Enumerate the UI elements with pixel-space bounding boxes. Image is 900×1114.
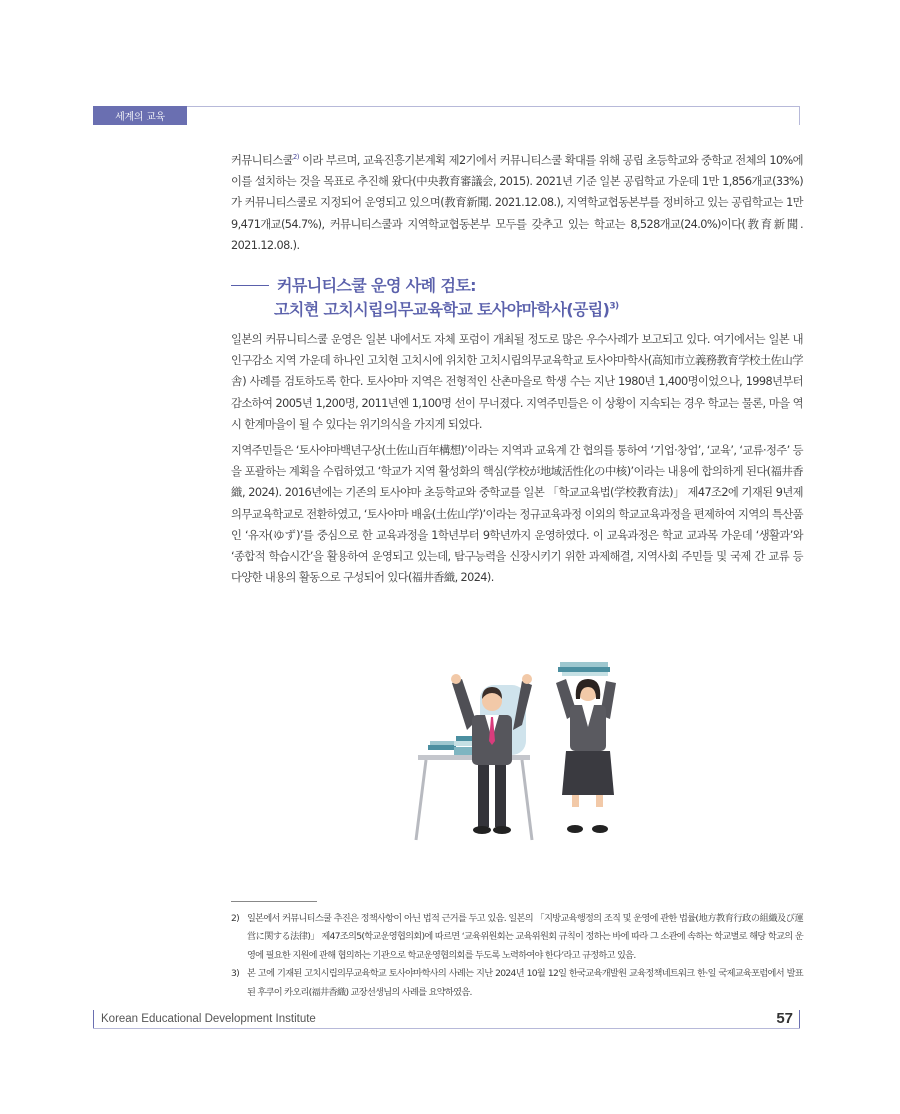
teachers-illustration — [410, 655, 650, 845]
footnote-text: 일본에서 커뮤니티스쿨 추진은 정책사항이 아닌 법적 근거를 두고 있음. 일본의 「지방교육행정의 조직 및 운영에 관한 법률(地方教育行政の組織及び運営に関する法律)」 제47조의5(학교운영협의회)에 따르면 ‘교육위원회는 교육위원회 규칙이 정하는 바에 따라 그 소관에 속하는 학교별로 해당 학교의 운영에 필요한 지원에 관해 협의하는 기관으로 학교운영협의회를 두도록 노력하여야 한다’라고 규정하고 있음. — [247, 913, 803, 961]
footnote-ref-3[interactable]: 3) — [609, 301, 619, 312]
footnote-3 — [231, 965, 803, 1002]
para2-text: 일본의 커뮤니티스쿨 운영은 일본 내에서도 자체 포럼이 개최될 정도로 많은 우수사례가 보고되고 있다. 여기에서는 일본 내 인구감소 지역 가운데 하나인 고치현 고치시에 위치한 고치시립의무교육학교 토사야마학사(高知市立義務教育学校土佐山学舎) 사례를 검토하도록 한다. 토사야마 지역은 전형적인 산촌마을로 학생 수는 지난 1980년 1,400명이었으나, 1998년부터 감소하여 2005년 1,200명, 2011년엔 1,100명 선이 무너졌다. 지역주민들은 이 상황이 지속되는 경우 학교는 물론, 마을 역시 한계마을이 될 수 있다는 위기의식을 가지게 되었다. — [231, 333, 803, 431]
body-paragraph-2 — [231, 329, 803, 435]
footer-institute: Korean Educational Development Institute — [101, 1013, 316, 1025]
page-number: 57 — [776, 1010, 793, 1027]
section-heading — [231, 274, 811, 322]
footnote-rule — [231, 901, 317, 902]
header-rule-end — [799, 106, 800, 125]
para1-rest: 이라 부르며, 교육진흥기본계획 제2기에서 커뮤니티스쿨 확대를 위해 공립 초등학교와 중학교 전체의 10%에 이를 설치하는 것을 목표로 추진해 왔다(中央教育審議会, 2015). 2021년 기준 일본 공립학교 가운데 1만 1,856개교(33%)가 커뮤니티스쿨로 지정되어 운영되고 있으며(教育新聞. 2021.12.08.), 지역학교협동본부를 정비하고 있는 공립학교는 1만 9,471개교(54.7%), 커뮤니티스쿨과 지역학교협동본부 모두를 갖추고 있는 학교는 8,528개교(24.0%)이다(教育新聞. 2021.12.08.). — [231, 154, 803, 252]
para1-start: 커뮤니티스쿨 — [231, 154, 293, 167]
footnote-2 — [231, 910, 803, 965]
book-stack-desk — [428, 736, 476, 755]
footnote-ref-2[interactable]: 2) — [292, 153, 299, 162]
footnote-text: 본 고에 기재된 고치시립의무교육학교 토사야마학사의 사례는 지난 2024년 10월 12일 한국교육개발원 교육정책네트워크 한·일 국제교육포럼에서 발표된 후쿠이 카오리(福井香織) 교장선생님의 사례를 요약하였음. — [247, 968, 803, 998]
heading-line-2: 고치현 고치시립의무교육학교 토사야마학사(공립) — [274, 300, 610, 319]
footer-rule-start — [93, 1010, 94, 1028]
header-rule — [187, 106, 799, 107]
footer-rule — [93, 1028, 800, 1029]
body-paragraph-3 — [231, 440, 803, 588]
footnote-number: 2) — [231, 913, 240, 924]
female-teacher — [556, 662, 616, 833]
para3-text: 지역주민들은 ‘토사야마백년구상(土佐山百年構想)’이라는 지역과 교육계 간 협의를 통하여 ‘기업·창업’, ‘교육’, ‘교류·정주’ 등을 포괄하는 계획을 수립하였고 ‘학교가 지역 활성화의 핵심(学校が地域活性化の中核)’이라는 내용에 합의하게 된다(福井香織, 2024). 2016년에는 기존의 토사야마 초등학교와 중학교를 일본 「학교교육법(学校教育法)」 제47조2에 기재된 9년제 의무교육학교로 전환하였고, ‘토사야마 배움(土佐山学)’이라는 정규교육과정 이외의 학교교육과정을 편제하여 지역의 특산품인 ‘유자(ゆず)’를 중심으로 한 교육과정을 1학년부터 9학년까지 운영하였다. 이 교육과정은 학교 교과목 가운데 ‘생활과’와 ‘종합적 학습시간’을 활용하여 운영되고 있는데, 탐구능력을 신장시키기 위한 과제해결, 지역사회 주민들 및 국제 간 교류 등 다양한 내용의 활동으로 구성되어 있다(福井香織, 2024). — [231, 444, 803, 585]
footnotes — [231, 910, 803, 1002]
heading-dash — [231, 285, 269, 286]
footnote-number: 3) — [231, 968, 240, 980]
section-tab: 세계의 교육 — [93, 106, 187, 125]
footer-rule-end — [799, 1010, 800, 1028]
heading-line-1: 커뮤니티스쿨 운영 사례 검토: — [277, 276, 476, 295]
body-paragraph-1 — [231, 150, 803, 256]
